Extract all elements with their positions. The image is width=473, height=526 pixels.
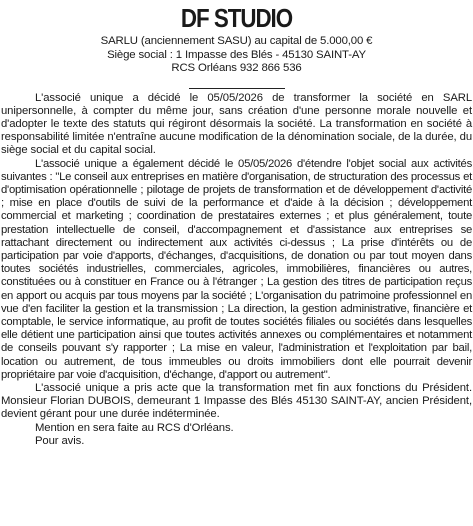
separator-rule: [189, 88, 285, 89]
legal-notice: [1, 4, 472, 448]
paragraph-corporate-purpose: L'associé unique a également décidé le 05/05/2026 d'étendre l'objet social aux activités suivantes : "Le conseil aux entreprises en matière d'organisation, de structuration des processus et d'optimisation opérationnelle ; pilotage de projets de transformation et de développement d'activité ; mise en place d'outils de suivi de la performance et d'aide à la décision ; développement commercial et marketing ; coordination de prestataires externes ; et plus généralement, toute prestation intellectuelle de conseil, d'accompagnement et d'assistance aux entreprises se rattachant directement ou indirectement aux activités ci-dessus ; La prise d'intérêts ou de participation par voie d'apports, d'échanges, d'acquisitions, de donation ou par tout moyen dans toutes sociétés industrielles, commerciales, agricoles, immobilières, financières ou autres, constituées ou à constituer en France ou à l'étranger ; La gestion des titres de participation reçus en apport ou acquis par tous moyens par la société ; L'organisation du patrimoine professionnel en vue d'en faciliter la gestion et la transmission ; La direction, la gestion administrative, financière et comptable, le service informatique, au profit de toutes sociétés filiales ou sociétés dans lesquelles elle détient une participation ainsi que toutes activités annexes ou complémentaires et notamment de conseils pouvant s'y rapporter ; La mise en valeur, l'administration et l'exploitation par bail, location ou autrement, de tous immeubles ou droits immobiliers dont elle pourrait devenir propriétaire par voie d'acquisition, d'échange, d'apport ou autrement".: [1, 157, 472, 381]
registry-number: RCS Orléans 932 866 536: [171, 62, 302, 74]
paragraph-closing: Pour avis.: [35, 434, 85, 447]
registered-office: Siège social : 1 Impasse des Blés - 45130 SAINT-AY: [107, 48, 366, 61]
company-legal-form: SARLU (anciennement SASU) au capital de 5.000,00 €: [100, 35, 373, 47]
paragraph-management: L'associé unique a pris acte que la transformation met fin aux fonctions du Président. Monsieur Florian DUBOIS, demeurant 1 Impasse des Blés 45130 SAINT-AY, ancien Président, devient gérant pour une durée indéterminée.: [1, 381, 472, 421]
notice-body: [1, 92, 472, 448]
paragraph-registry-mention: Mention en sera faite au RCS d'Orléans.: [35, 421, 234, 434]
company-name: DF STUDIO: [180, 3, 293, 33]
paragraph-transformation: L'associé unique a décidé le 05/05/2026 de transformer la société en SARL unipersonnelle, à compter du même jour, sans création d'une personne morale nouvelle et d'adopter le texte des statuts qui régiront désormais la société. La transformation en société à responsabilité limitée n'entraîne aucune modification de la dénomination sociale, de la durée, du siège social et du capital social.: [1, 91, 472, 157]
